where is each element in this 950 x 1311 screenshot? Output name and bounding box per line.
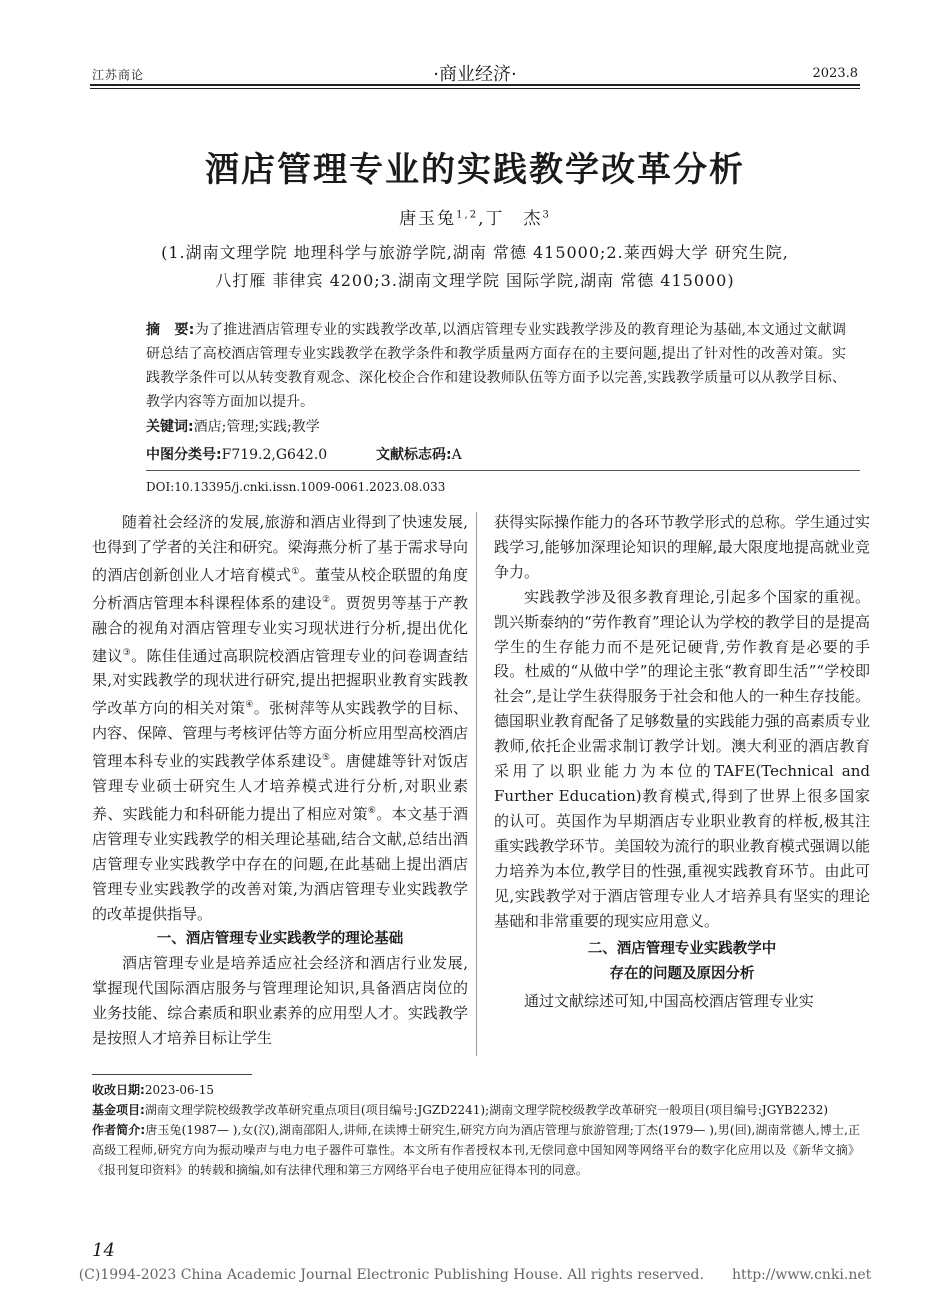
abstract xyxy=(146,318,846,414)
body-paragraph: 通过文献综述可知,中国高校酒店管理专业实 xyxy=(524,992,814,1011)
document-code-label: 文献标志码: xyxy=(376,447,452,463)
journal-name: 江苏商论 xyxy=(92,68,145,82)
clc-value: F719.2,G642.0 xyxy=(221,447,328,463)
text-run: 。本文基于酒店管理专业实践教学的相关理论基础,结合文献,总结出酒店管理专业实践教学中存在的问题,在此基础上提出酒店管理专业实践教学的改善对策,为酒店管理专业实践教学的改革提供指导。 xyxy=(92,804,468,923)
body-column-right xyxy=(494,510,870,1014)
affiliation-line: 八打雁 菲律宾 4200;3.湖南文理学院 国际学院,湖南 常德 415000) xyxy=(215,271,735,290)
bio-label: 作者简介: xyxy=(92,1123,146,1137)
affiliation-line: (1.湖南文理学院 地理科学与旅游学院,湖南 常德 415000;2.莱西姆大学 研究生院, xyxy=(161,243,789,262)
section-heading: 二、酒店管理专业实践教学中 xyxy=(587,941,777,958)
citation-mark[interactable]: ① xyxy=(291,566,300,577)
doi-link[interactable]: DOI:10.13395/j.cnki.issn.1009-0061.2023.08.033 xyxy=(146,480,446,494)
page-number: 14 xyxy=(92,1240,115,1261)
citation-mark[interactable]: ③ xyxy=(122,647,132,658)
footnote-rule xyxy=(92,1074,252,1075)
text-run: 。张树萍等从实践教学的目标、内容、保障、管理与考核评估等方面分析应用型高校酒店管理本科专业的实践教学体系建设 xyxy=(92,699,468,771)
received-label: 收改日期: xyxy=(92,1083,145,1097)
clc-number xyxy=(146,444,327,464)
received-value: 2023-06-15 xyxy=(144,1083,214,1097)
citation-mark[interactable]: ④ xyxy=(245,700,254,711)
fund-info xyxy=(92,1100,860,1120)
received-date xyxy=(92,1080,860,1100)
keywords-value: 酒店;管理;实践;教学 xyxy=(193,419,320,435)
section-heading: 存在的问题及原因分析 xyxy=(609,966,755,983)
keywords-label: 关键词: xyxy=(146,419,194,435)
document-code xyxy=(376,444,462,464)
body-paragraph: 酒店管理专业是培养适应社会经济和酒店行业发展,掌握现代国际酒店服务与管理理论知识,具备酒店岗位的业务技能、综合素质和职业素养的应用型人才。实践教学是按照人才培养目标让学生 xyxy=(92,954,468,1048)
section-heading: 一、酒店管理专业实践教学的理论基础 xyxy=(156,930,404,947)
body-column-left xyxy=(92,510,468,1051)
author-affiliation-mark: 1,2 xyxy=(456,209,479,221)
author-line: 唐玉兔$^{1,2}$,丁 杰$^3$ xyxy=(399,209,551,229)
header-rule-thin xyxy=(90,88,860,89)
document-code-value: A xyxy=(451,447,462,463)
header-rule xyxy=(90,84,860,86)
section-label: ·商业经济· xyxy=(433,64,517,85)
citation-mark[interactable]: ⑥ xyxy=(367,805,377,816)
issue-number: 2023.8 xyxy=(812,66,858,81)
fund-label: 基金项目: xyxy=(92,1103,145,1117)
metadata-rule xyxy=(146,470,860,471)
copyright-notice: (C)1994-2023 China Academic Journal Electronic Publishing House. All rights reserved. http://www.cnki.net xyxy=(78,1267,872,1283)
body-paragraph: 实践教学涉及很多教育理论,引起多个国家的重视。凯兴斯泰纳的“劳作教育”理论认为学校的教学目的是提高学生的生存能力而不是死记硬背,劳作教育是必要的手段。杜威的“从做中学”的理论主张“教育即生活”“学校即社会”,是让学生获得服务于社会和他人的一种生存技能。德国职业教育配备了足够数量的实践能力强的高素质专业教师,依托企业需求制订教学计划。澳大利亚的酒店教育采用了以职业能力为本位的TAFE(Technical and Further Education)教育模式,得到了世界上很多国家的认可。英国作为早期酒店专业职业教育的样板,极其注重实践教学环节。美国较为流行的职业教育模式强调以能力培养为本位,教学目的性强,重视实践教育环节。由此可见,实践教学对于酒店管理专业人才培养具有坚实的理论基础和非常重要的现实应用意义。 xyxy=(494,587,870,930)
abstract-label: 摘 要: xyxy=(146,322,195,338)
clc-label: 中图分类号: xyxy=(146,447,222,463)
body-paragraph xyxy=(92,510,468,927)
author-affiliation-mark: 3 xyxy=(542,209,551,221)
paper-title: 酒店管理专业的实践教学改革分析 xyxy=(205,150,745,190)
text-run: 。董莹从校企联盟的角度分析酒店管理本科课程体系的建设 xyxy=(92,565,468,612)
fund-value: 湖南文理学院校级教学改革研究重点项目(项目编号:JGZD2241);湖南文理学院校级教学改革研究一般项目(项目编号:JGYB2232) xyxy=(144,1103,829,1117)
column-divider xyxy=(476,512,477,1056)
author-bio xyxy=(92,1120,860,1180)
keywords xyxy=(146,416,320,436)
text-run: 。唐健雄等针对饭店管理专业硕士研究生人才培养模式进行分析,对职业素养、实践能力和科研能力提出了相应对策 xyxy=(92,752,468,823)
body-paragraph: 获得实际操作能力的各环节教学形式的总称。学生通过实践学习,能够加深理论知识的理解,最大限度地提高就业竞争力。 xyxy=(494,513,870,581)
footnotes xyxy=(92,1080,860,1180)
text-run: 。贾贺男等基于产教融合的视角对酒店管理专业实习现状进行分析,提出优化建议 xyxy=(92,593,468,665)
abstract-text: 为了推进酒店管理专业的实践教学改革,以酒店管理专业实践教学涉及的教育理论为基础,本文通过文献调研总结了高校酒店管理专业实践教学在教学条件和教学质量两方面存在的主要问题,提出了针对性的改善对策。实践教学条件可以从转变教育观念、深化校企合作和建设教师队伍等方面予以完善,实践教学质量可以从教学目标、教学内容等方面加以提升。 xyxy=(146,322,846,410)
author-name: 丁 杰 xyxy=(485,209,543,229)
text-run: 随着社会经济的发展,旅游和酒店业得到了快速发展,也得到了学者的关注和研究。梁海燕分析了基于需求导向的酒店创新创业人才培育模式 xyxy=(92,513,468,584)
citation-mark[interactable]: ② xyxy=(321,594,331,605)
citation-mark[interactable]: ⑤ xyxy=(321,753,331,764)
text-run: 。陈佳佳通过高职院校酒店管理专业的问卷调查结果,对实践教学的现状进行研究,提出把握职业教育实践教学改革方向的相关对策 xyxy=(92,646,468,718)
author-name: 唐玉兔 xyxy=(399,209,457,229)
bio-value: 唐玉兔(1987— ),女(汉),湖南邵阳人,讲师,在读博士研究生,研究方向为酒店管理与旅游管理;丁杰(1979— ),男(回),湖南常德人,博士,正高级工程师,研究方向为振动噪声与电力电子器件可靠性。本文所有作者授权本刊,无偿同意中国知网等网络平台的数字化应用以及《新华文摘》《报刊复印资料》的转载和摘编,如有法律代理和第三方网络平台电子使用应征得本刊的同意。 xyxy=(92,1123,860,1177)
